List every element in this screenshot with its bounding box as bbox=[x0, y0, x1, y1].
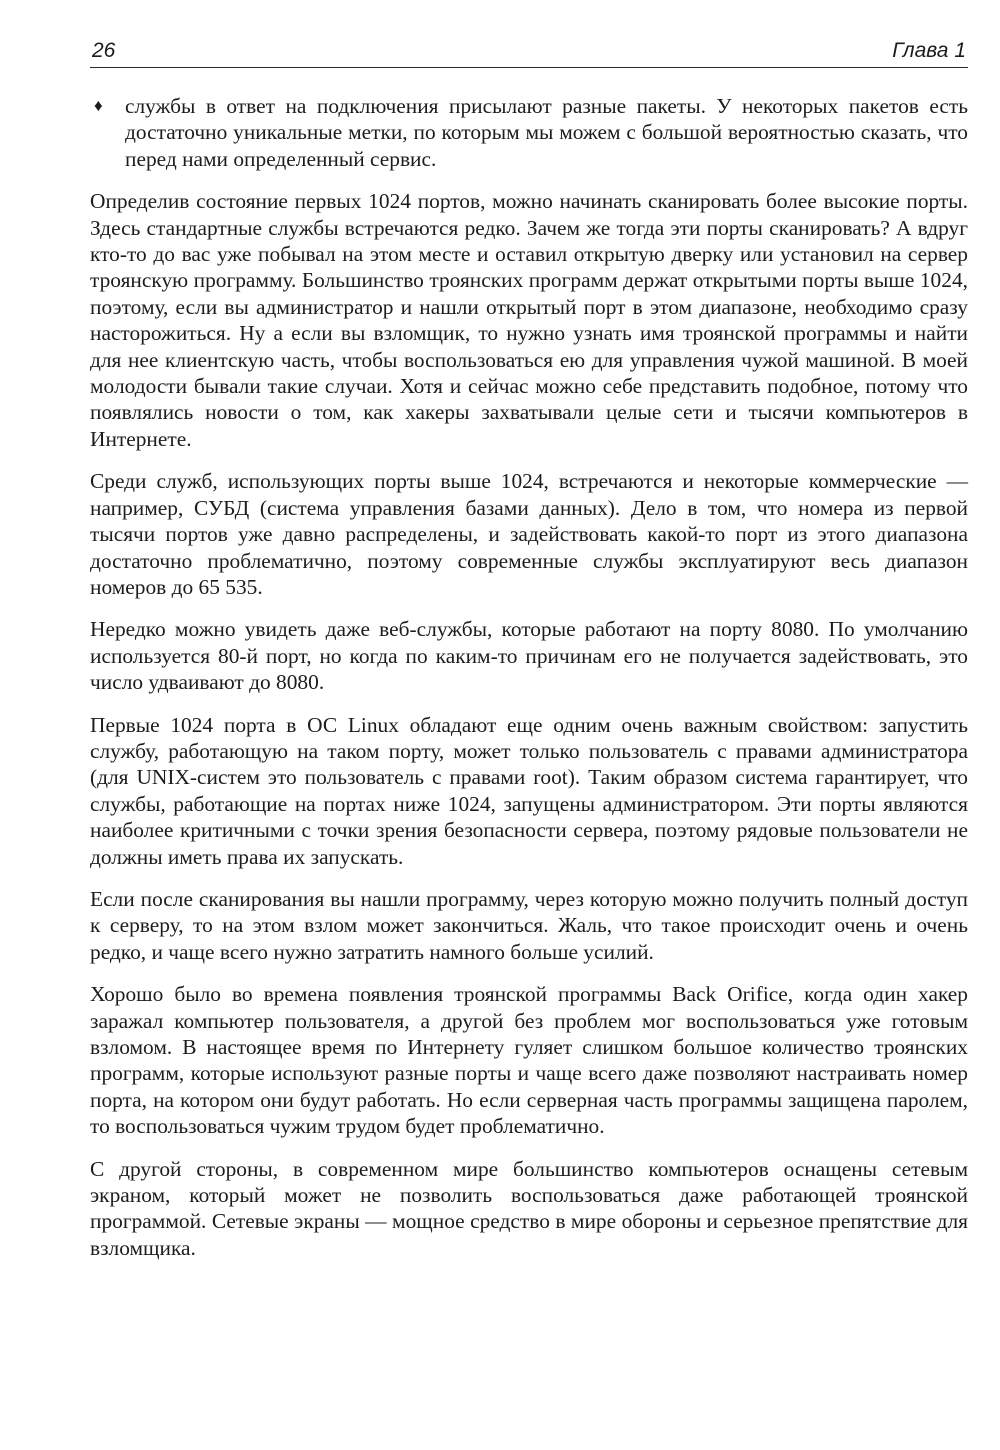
chapter-title: Глава 1 bbox=[892, 39, 966, 62]
paragraph-linux-ports: Первые 1024 порта в ОС Linux обладают еще одним очень важным свойством: запустить службу, работающую на таком порту, может только пользователь с правами администратора (для UNIX-систем это пользователь с правами root). Таким образом система гарантирует, что службы, работающие на портах ниже 1024, запущены администратором. Эти порты являются наиболее критичными с точки зрения безопасности сервера, поэтому рядовые пользователи не должны иметь права их запускать. bbox=[90, 712, 968, 869]
paragraph-ports-scanning: Определив состояние первых 1024 портов, можно начинать сканировать более высокие порты. Здесь стандартные службы встречаются редко. Зачем же тогда эти порты сканировать? А вдруг кто-то до вас уже побывал на этом месте и оставил открытую дверку или установил на сервер троянскую программу. Большинство троянских программ держат открытыми порты выше 1024, поэтому, если вы администратор и нашли открытый порт в этом диапазоне, необходимо сразу насторожиться. Ну а если вы взломщик, то нужно узнать имя троянской программы и найти для нее клиентскую часть, чтобы воспользоваться ею для управления чужой машиной. В моей молодости бывали такие случаи. Хотя и сейчас можно себе представить подобное, потому что появлялись новости о том, как хакеры захватывали целые сети и тысячи компьютеров в Интернете. bbox=[90, 189, 968, 451]
paragraph-back-orifice: Хорошо было во времена появления троянской программы Back Orifice, когда один хакер заражал компьютер пользователя, а другой без проблем мог воспользоваться уже готовым взломом. В настоящее время по Интернету гуляет слишком большое количество троянских программ, которые используют разные порты и чаще всего даже позволяют настраивать номер порта, на котором они будут работать. Но если серверная часть программы защищена паролем, то воспользоваться чужим трудом будет проблематично. bbox=[90, 982, 968, 1139]
diamond-bullet-icon: ♦ bbox=[94, 96, 103, 115]
book-page bbox=[90, 38, 968, 1261]
paragraph-full-access: Если после сканирования вы нашли программу, через которую можно получить полный доступ к серверу, то на этом взлом может закончиться. Жаль, что такое происходит очень и очень редко, и чаще всего нужно затратить намного больше усилий. bbox=[90, 886, 968, 964]
page-body bbox=[90, 93, 968, 1261]
paragraph-commercial-services: Среди служб, использующих порты выше 1024, встречаются и некоторые коммерческие — например, СУБД (система управления базами данных). Дело в том, что номера из первой тысячи портов уже давно распределены, и задействовать какой-то порт из этого диапазона достаточно проблематично, поэтому современные службы эксплуатируют весь диапазон номеров до 65 535. bbox=[90, 469, 968, 599]
running-head bbox=[90, 38, 968, 68]
paragraph-firewalls: С другой стороны, в современном мире большинство компьютеров оснащены сетевым экраном, который может не позволить воспользоваться даже работающей троянской программой. Сетевые экраны — мощное средство в мире обороны и серьезное препятствие для взломщика. bbox=[90, 1156, 968, 1260]
page-number: 26 bbox=[92, 39, 116, 62]
paragraph-web-services: Нередко можно увидеть даже веб-службы, которые работают на порту 8080. По умолчанию используется 80-й порт, но когда по каким-то причинам его не получается задействовать, это число удваивают до 8080. bbox=[90, 617, 968, 695]
bullet-item bbox=[90, 93, 968, 172]
bullet-text: службы в ответ на подключения присылают разные пакеты. У некоторых пакетов есть достаточно уникальные метки, по которым мы можем с большой вероятностью сказать, что перед нами определенный сервис. bbox=[125, 94, 968, 171]
